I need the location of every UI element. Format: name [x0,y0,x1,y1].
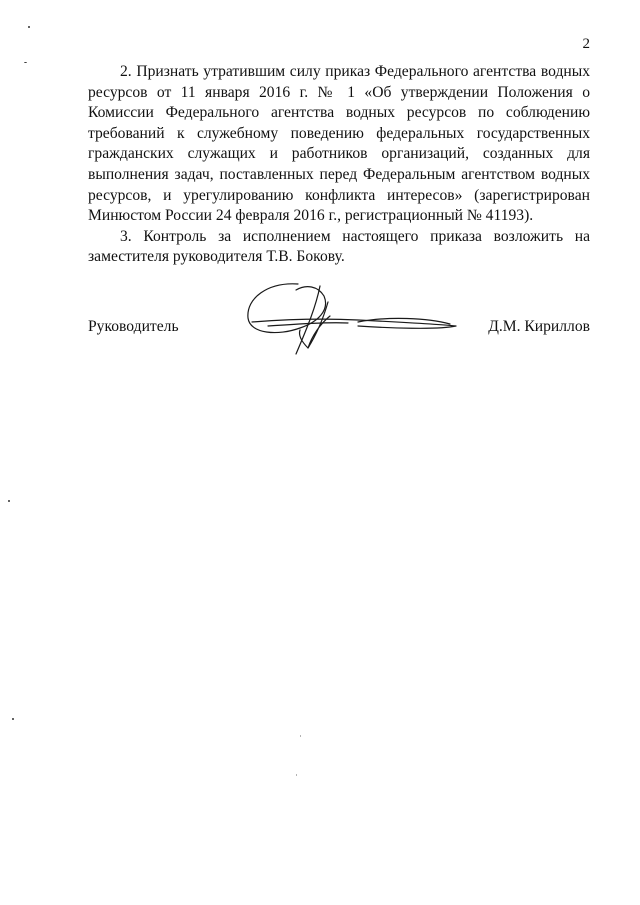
page-number: 2 [582,36,590,52]
paragraph-2: 2. Признать утратившим силу приказ Федерального агентства водных ресурсов от 11 января 2016 г. № 1 «Об утверждении Положения о Комиссии Федерального агентства водных ресурсов по соблюдению требований к служебному поведению федеральных государственных гражданских служащих и работников организаций, созданных для выполнения задач, поставленных перед Федеральным агентством водных ресурсов, и урегулированию конфликта интересов» (зарегистрирован Минюстом России 24 февраля 2016 г., регистрационный № 41193). [88,63,590,225]
signatory-title: Руководитель [88,318,179,335]
scan-speck [296,774,297,776]
scan-speck [300,735,301,737]
scan-speck [24,62,27,63]
handwritten-signature [238,276,460,358]
paragraph-3: 3. Контроль за исполнением настоящего приказа возложить на заместителя руководителя Т.В. Бокову. [88,227,590,266]
scan-speck [12,718,14,720]
scan-speck [8,500,10,502]
document-body [88,62,590,268]
scan-speck [28,26,30,28]
signatory-name: Д.М. Кириллов [488,318,590,335]
